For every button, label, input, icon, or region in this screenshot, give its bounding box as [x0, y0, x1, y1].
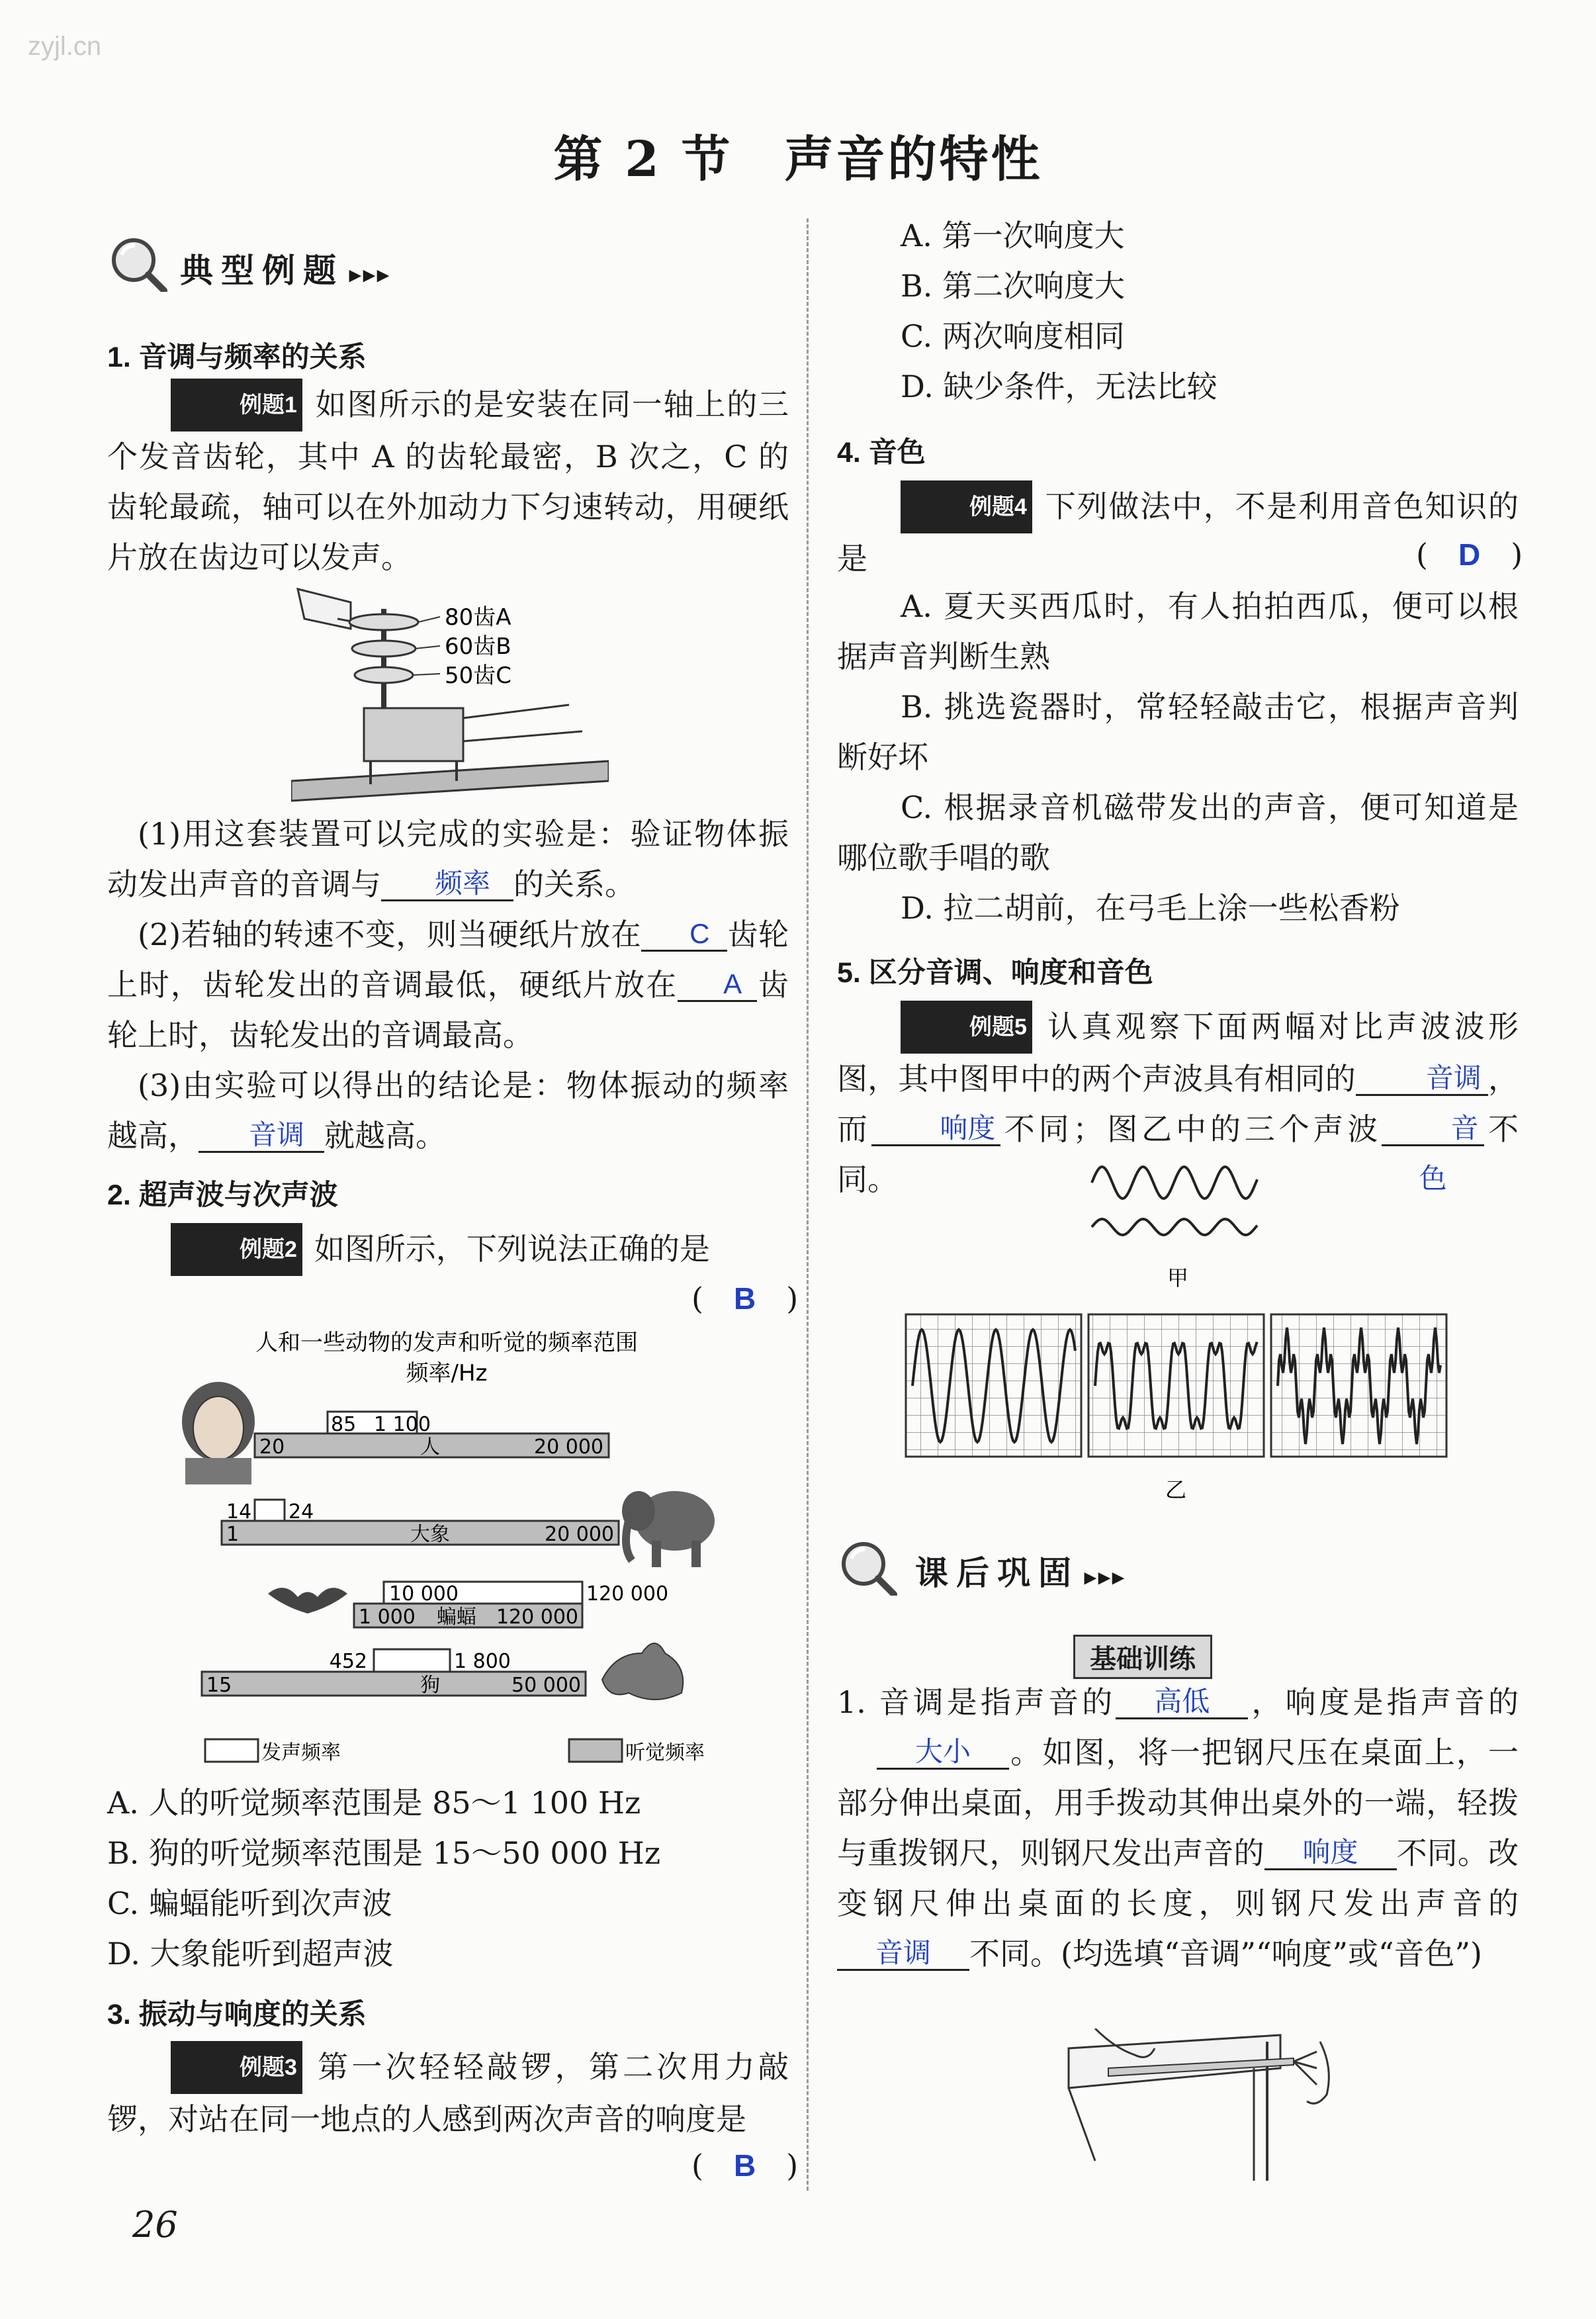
answer-blank[interactable]	[837, 1932, 969, 1971]
waveform-figure-yi	[903, 1312, 1452, 1504]
person-portrait	[182, 1382, 255, 1484]
voice-bar-elephant	[255, 1500, 285, 1522]
question-1-part-2	[107, 909, 789, 1060]
p1-b: ，响度是指声音的	[1248, 1684, 1519, 1720]
answer-blank[interactable]	[871, 1107, 1000, 1146]
voice-max-human: 1 100	[374, 1413, 431, 1436]
p1-e: 不同。(均选填“音调”“响度”或“音色”)	[969, 1936, 1482, 1972]
section-title: 典型例题	[180, 252, 344, 289]
hear-min-human: 20	[259, 1435, 285, 1459]
example-1-body: 如图所示的是安装在同一轴上的三个发音齿轮，其中 A 的齿轮最密，B 次之，C 的齿轮最疏，轴可以在外加动力下匀速转动，用硬纸片放在齿边可以发声。	[107, 386, 789, 575]
example-2-body: 如图所示，下列说法正确的是	[314, 1231, 710, 1267]
voice-min-bat: 10 000	[389, 1582, 459, 1606]
answer-value: C	[689, 918, 710, 949]
figure-label-yi: 乙	[1165, 1477, 1187, 1502]
answer-blank[interactable]	[678, 963, 757, 1002]
chart-subtitle: 频率/Hz	[406, 1360, 488, 1387]
page-number: 26	[132, 2204, 178, 2246]
example-3-options	[837, 210, 1519, 412]
hear-min-elephant: 1	[226, 1523, 240, 1546]
hear-max-dog: 50 000	[511, 1674, 581, 1697]
arrows-icon: ▸▸▸	[349, 262, 392, 287]
section-title: 课后巩固	[915, 1555, 1079, 1592]
q1-a-text: (1)用这套装置可以完成的实验是：验证物体振动发出声音的音调与	[107, 816, 789, 902]
frequency-range-figure	[165, 1322, 728, 1786]
answer-value: B	[733, 2148, 756, 2183]
figure-label-jia: 甲	[1167, 1265, 1189, 1291]
magnifier-icon	[107, 235, 168, 292]
option-d[interactable]: D. 拉二胡前，在弓毛上涂一些松香粉	[901, 890, 1400, 926]
q1-b3-text: 齿轮上时，齿轮发出的音调最高。	[107, 967, 789, 1053]
ex5-t2: ，而	[837, 1061, 1519, 1147]
example-2-text	[107, 1223, 789, 1276]
example-tag: 例题1	[171, 379, 302, 432]
gear-apparatus-figure	[291, 582, 609, 807]
p1-a: 1. 音调是指声音的	[837, 1684, 1116, 1720]
answer-value: 音调	[248, 1119, 304, 1150]
label-bat: 蝙蝠	[437, 1606, 476, 1629]
option-b[interactable]: B. 挑选瓷器时，常轻轻敲击它，根据声音判断好坏	[837, 689, 1519, 775]
voice-bar-dog	[374, 1649, 450, 1672]
heading-distinguish: 5. 区分音调、响度和音色	[837, 957, 1153, 989]
q1-c1-text: (3)由实验可以得出的结论是：物体振动的频率越高，	[107, 1068, 789, 1154]
answer-paren-ex4: ( D )	[1416, 537, 1523, 572]
voice-max-elephant: 24	[288, 1500, 314, 1523]
example-3-body: 第一次轻轻敲锣，第二次用力敲锣，对站在同一地点的人感到两次声音的响度是	[107, 2049, 789, 2137]
example-tag: 例题3	[171, 2041, 302, 2094]
answer-blank[interactable]	[877, 1731, 1009, 1770]
answer-blank[interactable]	[1356, 1057, 1488, 1096]
answer-blank[interactable]	[1116, 1680, 1248, 1719]
column-divider	[807, 218, 809, 2191]
example-tag: 例题5	[901, 1001, 1032, 1054]
label-human: 人	[420, 1435, 440, 1459]
option-a[interactable]: A. 人的听觉频率范围是 85～1 100 Hz	[107, 1785, 641, 1821]
question-1-part-1	[107, 809, 789, 909]
gear-label-b: 60齿B	[445, 633, 511, 660]
q1-a-end: 的关系。	[513, 866, 635, 902]
voice-min-elephant: 14	[226, 1500, 252, 1523]
answer-value: B	[733, 1281, 756, 1316]
question-1-part-3	[107, 1060, 789, 1161]
p1-d: 不同。改变钢尺伸出桌面的长度，则钢尺发出声音的	[837, 1835, 1519, 1921]
p1-c: 。如图，将一把钢尺压在桌面上，一部分伸出桌面，用手拨动其伸出桌外的一端，轻拨与重拨钢尺，则钢尺发出声音的	[837, 1735, 1519, 1871]
legend-hear-swatch	[569, 1739, 622, 1762]
section-header-review	[837, 1539, 1234, 1596]
example-tag: 例题2	[171, 1223, 302, 1276]
answer-value: 音调	[875, 1937, 931, 1968]
answer-value: 响度	[1302, 1837, 1358, 1868]
option-b[interactable]: B. 第二次响度大	[901, 268, 1126, 304]
elephant-icon	[622, 1491, 715, 1567]
gear-label-c: 50齿C	[445, 662, 512, 689]
label-dog: 狗	[420, 1674, 440, 1697]
ex5-t1: 认真观察下面两幅对比声波波形图，其中图甲中的两个声波具有相同的	[837, 1009, 1519, 1097]
answer-value: D	[1458, 537, 1481, 572]
example-4-body: 下列做法中，不是利用音色知识的是	[837, 488, 1519, 576]
answer-blank[interactable]	[1382, 1107, 1484, 1194]
hear-max-bat: 120 000	[496, 1606, 578, 1629]
legend-voice-swatch	[205, 1739, 258, 1762]
chart-title: 人和一些动物的发声和听觉的频率范围	[255, 1330, 638, 1356]
waveform-figure-jia	[1085, 1153, 1277, 1298]
answer-value: 高低	[1154, 1686, 1210, 1717]
option-a[interactable]: A. 第一次响度大	[901, 218, 1125, 253]
answer-value: 大小	[914, 1736, 971, 1767]
ruler-desk-figure	[1055, 2028, 1360, 2181]
example-4-options	[837, 581, 1519, 933]
voice-max-dog: 1 800	[454, 1650, 511, 1673]
q1-b1-text: (2)若轴的转速不变，则当硬纸片放在	[138, 917, 642, 952]
section-header-typical	[107, 235, 478, 288]
bat-icon	[268, 1588, 347, 1614]
heading-vibration-loudness: 3. 振动与响度的关系	[107, 1999, 367, 2030]
voice-max-bat: 120 000	[586, 1582, 669, 1606]
hear-min-bat: 1 000	[359, 1606, 416, 1629]
page-title: 第 2 节 声音的特性	[553, 131, 1043, 188]
legend-voice: 发声频率	[261, 1741, 341, 1764]
example-2-options	[107, 1778, 789, 1979]
basic-training-label: 基础训练	[1073, 1635, 1212, 1679]
q1-c2-text: 就越高。	[324, 1118, 446, 1154]
answer-value: 音色	[1419, 1113, 1479, 1194]
answer-value: 音调	[1425, 1062, 1482, 1093]
practice-question-1	[837, 1677, 1519, 1979]
option-d[interactable]: D. 缺少条件，无法比较	[901, 369, 1218, 404]
wave-large-amplitude	[1092, 1167, 1257, 1199]
label-elephant: 大象	[410, 1523, 450, 1546]
arrows-icon: ▸▸▸	[1085, 1565, 1127, 1590]
option-b[interactable]: B. 狗的听觉频率范围是 15～50 000 Hz	[107, 1835, 661, 1871]
option-c[interactable]: C. 根据录音机磁带发出的声音，便可知道是哪位歌手唱的歌	[837, 790, 1519, 876]
watermark: zyjl.cn	[28, 32, 102, 61]
option-c[interactable]: C. 两次响度相同	[901, 318, 1125, 354]
example-tag: 例题4	[901, 480, 1032, 533]
q1-b2-text: 齿轮上时，齿轮发出的音调最低，硬纸片放在	[107, 917, 789, 1003]
example-1-text	[107, 379, 789, 582]
legend-hear: 听觉频率	[625, 1741, 705, 1764]
answer-value: 响度	[940, 1113, 996, 1144]
heading-pitch-frequency: 1. 音调与频率的关系	[107, 341, 367, 373]
hear-min-dog: 15	[206, 1674, 232, 1697]
answer-value: 频率	[434, 868, 490, 899]
answer-blank[interactable]	[1264, 1831, 1397, 1870]
answer-blank[interactable]	[381, 862, 513, 901]
option-d[interactable]: D. 大象能听到超声波	[107, 1936, 394, 1972]
voice-min-dog: 452	[329, 1650, 367, 1673]
option-c[interactable]: C. 蝙蝠能听到次声波	[107, 1886, 392, 1921]
answer-blank[interactable]	[199, 1114, 324, 1153]
ex5-t4: 不同。	[837, 1111, 1519, 1197]
voice-min-human: 85	[331, 1413, 357, 1436]
answer-value: A	[723, 968, 742, 999]
heading-ultrasound: 2. 超声波与次声波	[107, 1179, 338, 1211]
dog-icon	[602, 1643, 683, 1700]
answer-blank[interactable]	[641, 913, 727, 952]
heading-timbre: 4. 音色	[837, 437, 926, 469]
hear-max-human: 20 000	[534, 1435, 603, 1459]
hear-max-elephant: 20 000	[545, 1523, 614, 1546]
magnifier-icon	[837, 1539, 898, 1596]
wave-small-amplitude	[1092, 1219, 1257, 1235]
answer-paren-ex2: ( B )	[691, 1281, 799, 1316]
answer-paren-ex3: ( B )	[691, 2148, 799, 2183]
ex5-t3: 不同；图乙中的三个声波	[1000, 1111, 1382, 1147]
example-3-text	[107, 2041, 789, 2144]
option-a[interactable]: A. 夏天买西瓜时，有人拍拍西瓜，便可以根据声音判断生熟	[837, 588, 1519, 674]
gear-label-a: 80齿A	[445, 604, 511, 631]
